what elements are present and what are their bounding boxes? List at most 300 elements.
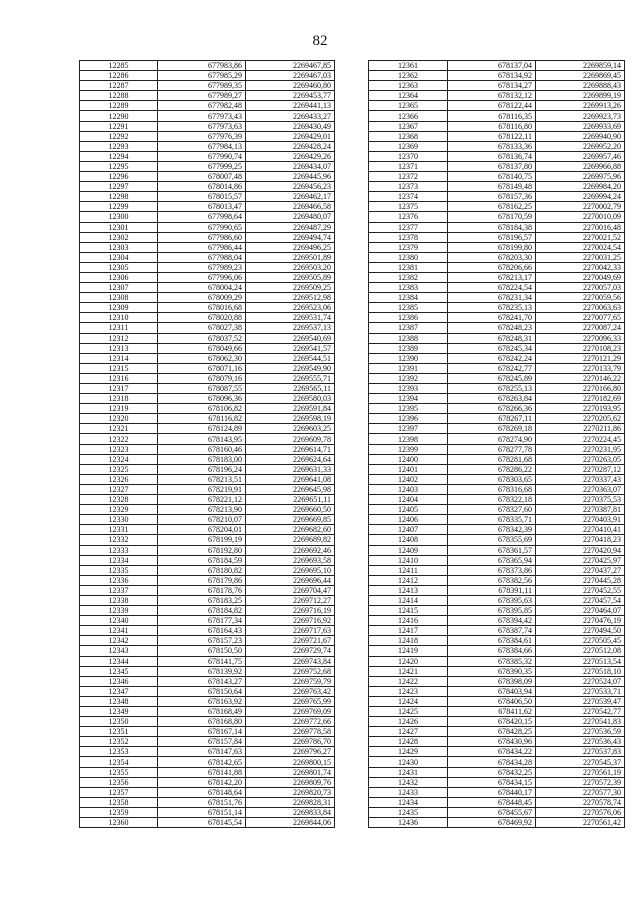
point-number-cell: 12410 [369,555,448,565]
x-coordinate-cell: 678365,94 [448,555,536,565]
x-coordinate-cell: 678221,12 [158,495,246,505]
x-coordinate-cell: 678430,96 [448,737,536,747]
table-row [369,323,625,333]
y-coordinate-cell: 2269693,58 [246,555,335,565]
x-coordinate-cell: 678199,80 [448,242,536,252]
table-row [80,303,335,313]
x-coordinate-cell: 678016,68 [158,303,246,313]
table-row [80,515,335,525]
x-coordinate-cell: 678179,86 [158,575,246,585]
point-number-cell: 12348 [80,696,158,706]
y-coordinate-cell: 2270010,09 [536,212,625,222]
x-coordinate-cell: 678403,94 [448,686,536,696]
x-coordinate-cell: 677999,25 [158,161,246,171]
table-row [80,444,335,454]
y-coordinate-cell: 2270193,95 [536,404,625,414]
x-coordinate-cell: 678245,34 [448,343,536,353]
x-coordinate-cell: 678235,13 [448,303,536,313]
y-coordinate-cell: 2270231,95 [536,444,625,454]
table-row [80,495,335,505]
table-row [369,303,625,313]
table-row [80,61,335,71]
table-row [80,242,335,252]
x-coordinate-cell: 678248,31 [448,333,536,343]
x-coordinate-cell: 678013,47 [158,202,246,212]
table-row [369,515,625,525]
x-coordinate-cell: 678322,18 [448,495,536,505]
x-coordinate-cell: 678224,54 [448,283,536,293]
point-number-cell: 12322 [80,434,158,444]
point-number-cell: 12302 [80,232,158,242]
x-coordinate-cell: 678210,07 [158,515,246,525]
table-row [80,696,335,706]
y-coordinate-cell: 2269503,20 [246,262,335,272]
x-coordinate-cell: 678124,89 [158,424,246,434]
y-coordinate-cell: 2269704,47 [246,585,335,595]
point-number-cell: 12434 [369,797,448,807]
table-row [369,696,625,706]
table-row [369,767,625,777]
x-coordinate-cell: 678143,95 [158,434,246,444]
table-row [80,71,335,81]
table-row [369,606,625,616]
x-coordinate-cell: 678327,60 [448,505,536,515]
point-number-cell: 12331 [80,525,158,535]
point-number-cell: 12377 [369,222,448,232]
x-coordinate-cell: 678242,24 [448,353,536,363]
y-coordinate-cell: 2270512,08 [536,646,625,656]
x-coordinate-cell: 678015,57 [158,192,246,202]
table-row [369,293,625,303]
x-coordinate-cell: 678132,12 [448,91,536,101]
point-number-cell: 12304 [80,252,158,262]
table-row [80,212,335,222]
y-coordinate-cell: 2269591,84 [246,404,335,414]
table-row [80,474,335,484]
y-coordinate-cell: 2270287,12 [536,464,625,474]
point-number-cell: 12326 [80,474,158,484]
y-coordinate-cell: 2269869,45 [536,71,625,81]
table-row [80,525,335,535]
x-coordinate-cell: 678213,17 [448,272,536,282]
table-row [80,737,335,747]
x-coordinate-cell: 678183,25 [158,595,246,605]
table-row [369,595,625,605]
point-number-cell: 12290 [80,111,158,121]
table-row [369,717,625,727]
table-row [80,353,335,363]
y-coordinate-cell: 2270476,19 [536,616,625,626]
x-coordinate-cell: 678140,75 [448,172,536,182]
point-number-cell: 12312 [80,333,158,343]
x-coordinate-cell: 678266,36 [448,404,536,414]
x-coordinate-cell: 677988,04 [158,252,246,262]
x-coordinate-cell: 678204,01 [158,525,246,535]
point-number-cell: 12297 [80,182,158,192]
point-number-cell: 12357 [80,787,158,797]
point-number-cell: 12431 [369,767,448,777]
y-coordinate-cell: 2269696,44 [246,575,335,585]
x-coordinate-cell: 678037,52 [158,333,246,343]
x-coordinate-cell: 678009,29 [158,293,246,303]
point-number-cell: 12433 [369,787,448,797]
table-row [80,414,335,424]
point-number-cell: 12408 [369,535,448,545]
table-row [369,737,625,747]
y-coordinate-cell: 2269467,85 [246,61,335,71]
x-coordinate-cell: 677989,27 [158,91,246,101]
table-row [369,333,625,343]
point-number-cell: 12369 [369,141,448,151]
x-coordinate-cell: 678455,67 [448,807,536,817]
y-coordinate-cell: 2270494,50 [536,626,625,636]
table-row [369,404,625,414]
x-coordinate-cell: 677990,65 [158,222,246,232]
point-number-cell: 12376 [369,212,448,222]
x-coordinate-cell: 678395,85 [448,606,536,616]
x-coordinate-cell: 678168,49 [158,707,246,717]
x-coordinate-cell: 677982,48 [158,101,246,111]
point-number-cell: 12333 [80,545,158,555]
x-coordinate-cell: 678263,84 [448,394,536,404]
table-row [80,717,335,727]
point-number-cell: 12386 [369,313,448,323]
table-row [369,283,625,293]
y-coordinate-cell: 2269512,98 [246,293,335,303]
table-row [80,434,335,444]
x-coordinate-cell: 678206,66 [448,262,536,272]
x-coordinate-cell: 678241,70 [448,313,536,323]
y-coordinate-cell: 2269651,11 [246,495,335,505]
table-row [369,242,625,252]
y-coordinate-cell: 2269796,27 [246,747,335,757]
point-number-cell: 12335 [80,565,158,575]
x-coordinate-cell: 678440,17 [448,787,536,797]
x-coordinate-cell: 677973,63 [158,121,246,131]
table-row [369,807,625,817]
table-row [369,636,625,646]
x-coordinate-cell: 677985,29 [158,71,246,81]
x-coordinate-cell: 678361,57 [448,545,536,555]
y-coordinate-cell: 2269899,19 [536,91,625,101]
point-number-cell: 12344 [80,656,158,666]
x-coordinate-cell: 678406,50 [448,696,536,706]
table-row [369,313,625,323]
point-number-cell: 12400 [369,454,448,464]
point-number-cell: 12398 [369,434,448,444]
y-coordinate-cell: 2270536,59 [536,727,625,737]
table-row [369,373,625,383]
table-row [80,484,335,494]
point-number-cell: 12286 [80,71,158,81]
table-row [80,585,335,595]
y-coordinate-cell: 2269800,15 [246,757,335,767]
point-number-cell: 12403 [369,484,448,494]
table-row [80,373,335,383]
x-coordinate-cell: 678434,28 [448,757,536,767]
y-coordinate-cell: 2269765,99 [246,696,335,706]
table-row [369,202,625,212]
point-number-cell: 12334 [80,555,158,565]
point-number-cell: 12338 [80,595,158,605]
table-row [369,232,625,242]
x-coordinate-cell: 678355,69 [448,535,536,545]
y-coordinate-cell: 2269429,01 [246,131,335,141]
point-number-cell: 12362 [369,71,448,81]
x-coordinate-cell: 678245,89 [448,373,536,383]
point-number-cell: 12310 [80,313,158,323]
point-number-cell: 12309 [80,303,158,313]
x-coordinate-cell: 678384,66 [448,646,536,656]
y-coordinate-cell: 2269549,90 [246,363,335,373]
point-number-cell: 12332 [80,535,158,545]
y-coordinate-cell: 2269641,08 [246,474,335,484]
point-number-cell: 12399 [369,444,448,454]
x-coordinate-cell: 678014,86 [158,182,246,192]
y-coordinate-cell: 2269660,50 [246,505,335,515]
point-number-cell: 12365 [369,101,448,111]
table-row [80,161,335,171]
y-coordinate-cell: 2269537,13 [246,323,335,333]
x-coordinate-cell: 678183,00 [158,454,246,464]
table-row [369,676,625,686]
table-row [80,141,335,151]
y-coordinate-cell: 2270049,69 [536,272,625,282]
y-coordinate-cell: 2270057,03 [536,283,625,293]
table-row [369,434,625,444]
x-coordinate-cell: 678219,91 [158,484,246,494]
x-coordinate-cell: 678213,51 [158,474,246,484]
y-coordinate-cell: 2269467,03 [246,71,335,81]
x-coordinate-cell: 677983,86 [158,61,246,71]
x-coordinate-cell: 678199,19 [158,535,246,545]
x-coordinate-cell: 678335,71 [448,515,536,525]
table-row [369,111,625,121]
point-number-cell: 12382 [369,272,448,282]
table-row [369,656,625,666]
table-row [80,818,335,828]
y-coordinate-cell: 2269712,27 [246,595,335,605]
table-row [369,525,625,535]
y-coordinate-cell: 2269743,84 [246,656,335,666]
point-number-cell: 12389 [369,343,448,353]
point-number-cell: 12318 [80,394,158,404]
table-row [80,151,335,161]
point-number-cell: 12406 [369,515,448,525]
point-number-cell: 12307 [80,283,158,293]
point-number-cell: 12347 [80,686,158,696]
x-coordinate-cell: 678255,13 [448,384,536,394]
point-number-cell: 12417 [369,626,448,636]
point-number-cell: 12368 [369,131,448,141]
table-row [80,121,335,131]
x-coordinate-cell: 678027,38 [158,323,246,333]
x-coordinate-cell: 678168,80 [158,717,246,727]
x-coordinate-cell: 678134,92 [448,71,536,81]
point-number-cell: 12317 [80,384,158,394]
table-row [80,575,335,585]
x-coordinate-cell: 678149,48 [448,182,536,192]
coordinates-table-left [79,60,335,828]
table-row [80,363,335,373]
y-coordinate-cell: 2269480,07 [246,212,335,222]
x-coordinate-cell: 678164,43 [158,626,246,636]
point-number-cell: 12330 [80,515,158,525]
table-row [369,787,625,797]
table-row [80,343,335,353]
table-row [369,666,625,676]
x-coordinate-cell: 678157,84 [158,737,246,747]
y-coordinate-cell: 2270420,94 [536,545,625,555]
table-row [80,807,335,817]
point-number-cell: 12364 [369,91,448,101]
point-number-cell: 12397 [369,424,448,434]
y-coordinate-cell: 2270445,28 [536,575,625,585]
table-row [369,384,625,394]
y-coordinate-cell: 2270205,62 [536,414,625,424]
table-row [80,333,335,343]
table-row [80,424,335,434]
x-coordinate-cell: 678079,16 [158,373,246,383]
point-number-cell: 12323 [80,444,158,454]
table-row [369,686,625,696]
x-coordinate-cell: 678420,15 [448,717,536,727]
y-coordinate-cell: 2269509,25 [246,283,335,293]
y-coordinate-cell: 2269833,84 [246,807,335,817]
y-coordinate-cell: 2270403,91 [536,515,625,525]
point-number-cell: 12425 [369,707,448,717]
y-coordinate-cell: 2270572,39 [536,777,625,787]
table-row [369,454,625,464]
point-number-cell: 12328 [80,495,158,505]
x-coordinate-cell: 678213,90 [158,505,246,515]
table-row [369,212,625,222]
y-coordinate-cell: 2269494,74 [246,232,335,242]
table-row [80,293,335,303]
point-number-cell: 12340 [80,616,158,626]
x-coordinate-cell: 678180,82 [158,565,246,575]
point-number-cell: 12372 [369,172,448,182]
point-number-cell: 12351 [80,727,158,737]
y-coordinate-cell: 2269523,06 [246,303,335,313]
x-coordinate-cell: 677976,39 [158,131,246,141]
x-coordinate-cell: 678141,88 [158,767,246,777]
point-number-cell: 12359 [80,807,158,817]
table-row [369,353,625,363]
table-row [369,747,625,757]
table-row [80,111,335,121]
y-coordinate-cell: 2269820,73 [246,787,335,797]
table-row [369,575,625,585]
point-number-cell: 12379 [369,242,448,252]
y-coordinate-cell: 2269752,68 [246,666,335,676]
table-row [369,272,625,282]
y-coordinate-cell: 2270533,71 [536,686,625,696]
point-number-cell: 12319 [80,404,158,414]
y-coordinate-cell: 2270059,56 [536,293,625,303]
x-coordinate-cell: 677998,64 [158,212,246,222]
y-coordinate-cell: 2270002,79 [536,202,625,212]
x-coordinate-cell: 678286,22 [448,464,536,474]
x-coordinate-cell: 678184,82 [158,606,246,616]
point-number-cell: 12384 [369,293,448,303]
point-number-cell: 12378 [369,232,448,242]
table-row [80,232,335,242]
point-number-cell: 12415 [369,606,448,616]
table-row [369,222,625,232]
table-row [80,616,335,626]
table-row [80,555,335,565]
y-coordinate-cell: 2269624,64 [246,454,335,464]
point-number-cell: 12374 [369,192,448,202]
point-number-cell: 12306 [80,272,158,282]
y-coordinate-cell: 2270387,81 [536,505,625,515]
y-coordinate-cell: 2270505,45 [536,636,625,646]
y-coordinate-cell: 2270410,41 [536,525,625,535]
table-row [80,283,335,293]
y-coordinate-cell: 2270077,65 [536,313,625,323]
table-row [369,161,625,171]
y-coordinate-cell: 2269505,89 [246,272,335,282]
x-coordinate-cell: 678157,36 [448,192,536,202]
x-coordinate-cell: 678160,46 [158,444,246,454]
point-number-cell: 12430 [369,757,448,767]
point-number-cell: 12426 [369,717,448,727]
table-row [80,606,335,616]
x-coordinate-cell: 678142,65 [158,757,246,767]
y-coordinate-cell: 2270425,97 [536,555,625,565]
table-row [369,394,625,404]
point-number-cell: 12432 [369,777,448,787]
point-number-cell: 12366 [369,111,448,121]
y-coordinate-cell: 2270021,52 [536,232,625,242]
point-number-cell: 12349 [80,707,158,717]
y-coordinate-cell: 2269441,13 [246,101,335,111]
point-number-cell: 12337 [80,585,158,595]
point-number-cell: 12350 [80,717,158,727]
x-coordinate-cell: 678196,57 [448,232,536,242]
point-number-cell: 12402 [369,474,448,484]
table-row [369,192,625,202]
point-number-cell: 12314 [80,353,158,363]
point-number-cell: 12394 [369,394,448,404]
x-coordinate-cell: 678116,35 [448,111,536,121]
y-coordinate-cell: 2270121,29 [536,353,625,363]
x-coordinate-cell: 678163,92 [158,696,246,706]
y-coordinate-cell: 2269763,42 [246,686,335,696]
y-coordinate-cell: 2270031,25 [536,252,625,262]
point-number-cell: 12381 [369,262,448,272]
point-number-cell: 12292 [80,131,158,141]
y-coordinate-cell: 2269456,23 [246,182,335,192]
y-coordinate-cell: 2270108,23 [536,343,625,353]
table-row [80,707,335,717]
point-number-cell: 12416 [369,616,448,626]
table-row [80,172,335,182]
y-coordinate-cell: 2270541,83 [536,717,625,727]
point-number-cell: 12355 [80,767,158,777]
y-coordinate-cell: 2270042,33 [536,262,625,272]
table-row [80,636,335,646]
y-coordinate-cell: 2269786,70 [246,737,335,747]
x-coordinate-cell: 678137,80 [448,161,536,171]
y-coordinate-cell: 2269496,25 [246,242,335,252]
table-row [369,757,625,767]
table-row [80,323,335,333]
y-coordinate-cell: 2269580,03 [246,394,335,404]
point-number-cell: 12373 [369,182,448,192]
y-coordinate-cell: 2269717,63 [246,626,335,636]
